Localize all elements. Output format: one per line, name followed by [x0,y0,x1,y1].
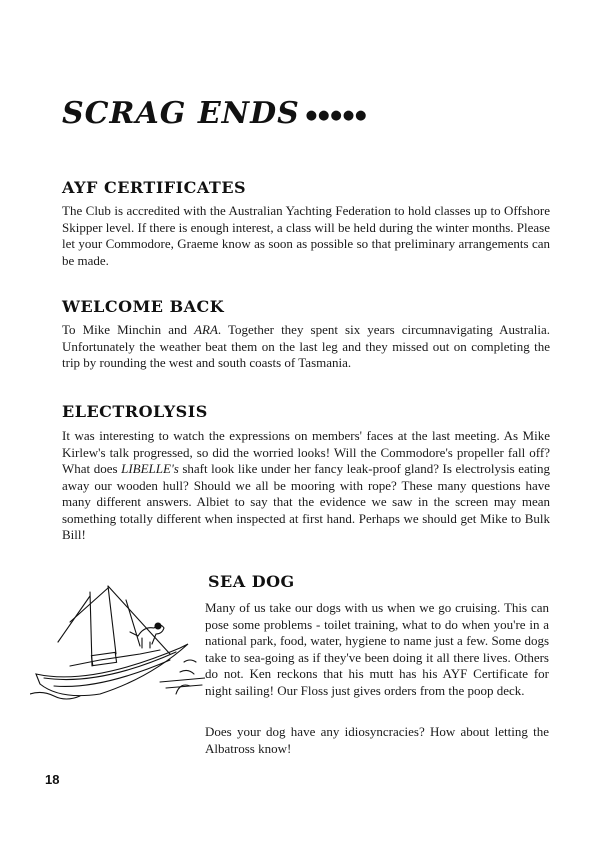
paragraph-electrolysis [62,428,550,544]
welcome-text-after: . Together they spent six years circumnavigating Australia. Unfortunately the weather beat them on the last leg and they missed out on completing the trip by rounding the west and south coasts of Tasmania. [62,322,550,370]
electrolysis-text-before: It was interesting to watch the expressions on members' faces at the last meeting. As Mike Kirlew's talk progressed, so did the worried looks! Will the Commodore's propeller fall off? What does [62,428,550,476]
electrolysis-text-after: shaft look like under her fancy leak-proof gland? Is electrolysis eating away our wooden hull? Should we all be mooring with rope? These many questions have many different answers. Albiet to say that the evidence we saw in the screen may mean something totally different when inspected at first hand. Perhaps we should get Mike to Bulk Bill! [62,461,551,542]
paragraph-ayf-certificates: The Club is accredited with the Australian Yachting Federation to hold classes up to Offshore Skipper level. If there is enough interest, a class will be held during the winter months. Please let your Commodore, Graeme know as soon as possible so that preliminary arrangements can be made. [62,203,550,268]
heading-ayf-certificates: AYF CERTIFICATES [62,178,247,197]
boat-name-libelle: LIBELLE's [121,461,179,476]
welcome-text-before: To Mike Minchin and [62,322,195,337]
heading-electrolysis: ELECTROLYSIS [62,402,208,421]
paragraph-welcome-back [62,322,550,372]
page-number: 18 [45,772,60,787]
heading-sea-dog: SEA DOG [208,572,295,591]
page-title [62,96,368,131]
sailboat-dog-illustration [30,582,205,712]
paragraph-sea-dog: Many of us take our dogs with us when we go cruising. This can pose some problems - toilet training, what to do when you're in a national park, food, water, hygiene to name just a few. Some dogs take to sea-going as if they've been doing it all there lives. Others do not. Ken reckons that his mutt has his AYF Certificate for night sailing! Our Floss just gives orders from the poop deck. [205,600,549,698]
boat-name-ara: ARA [194,322,218,337]
paragraph-sea-dog-question: Does your dog have any idiosyncracies? How about letting the Albatross know! [205,724,549,756]
title-text: SCRAG ENDS [62,96,300,131]
title-dots: ●●●●● [305,107,368,123]
heading-welcome-back: WELCOME BACK [62,297,225,316]
